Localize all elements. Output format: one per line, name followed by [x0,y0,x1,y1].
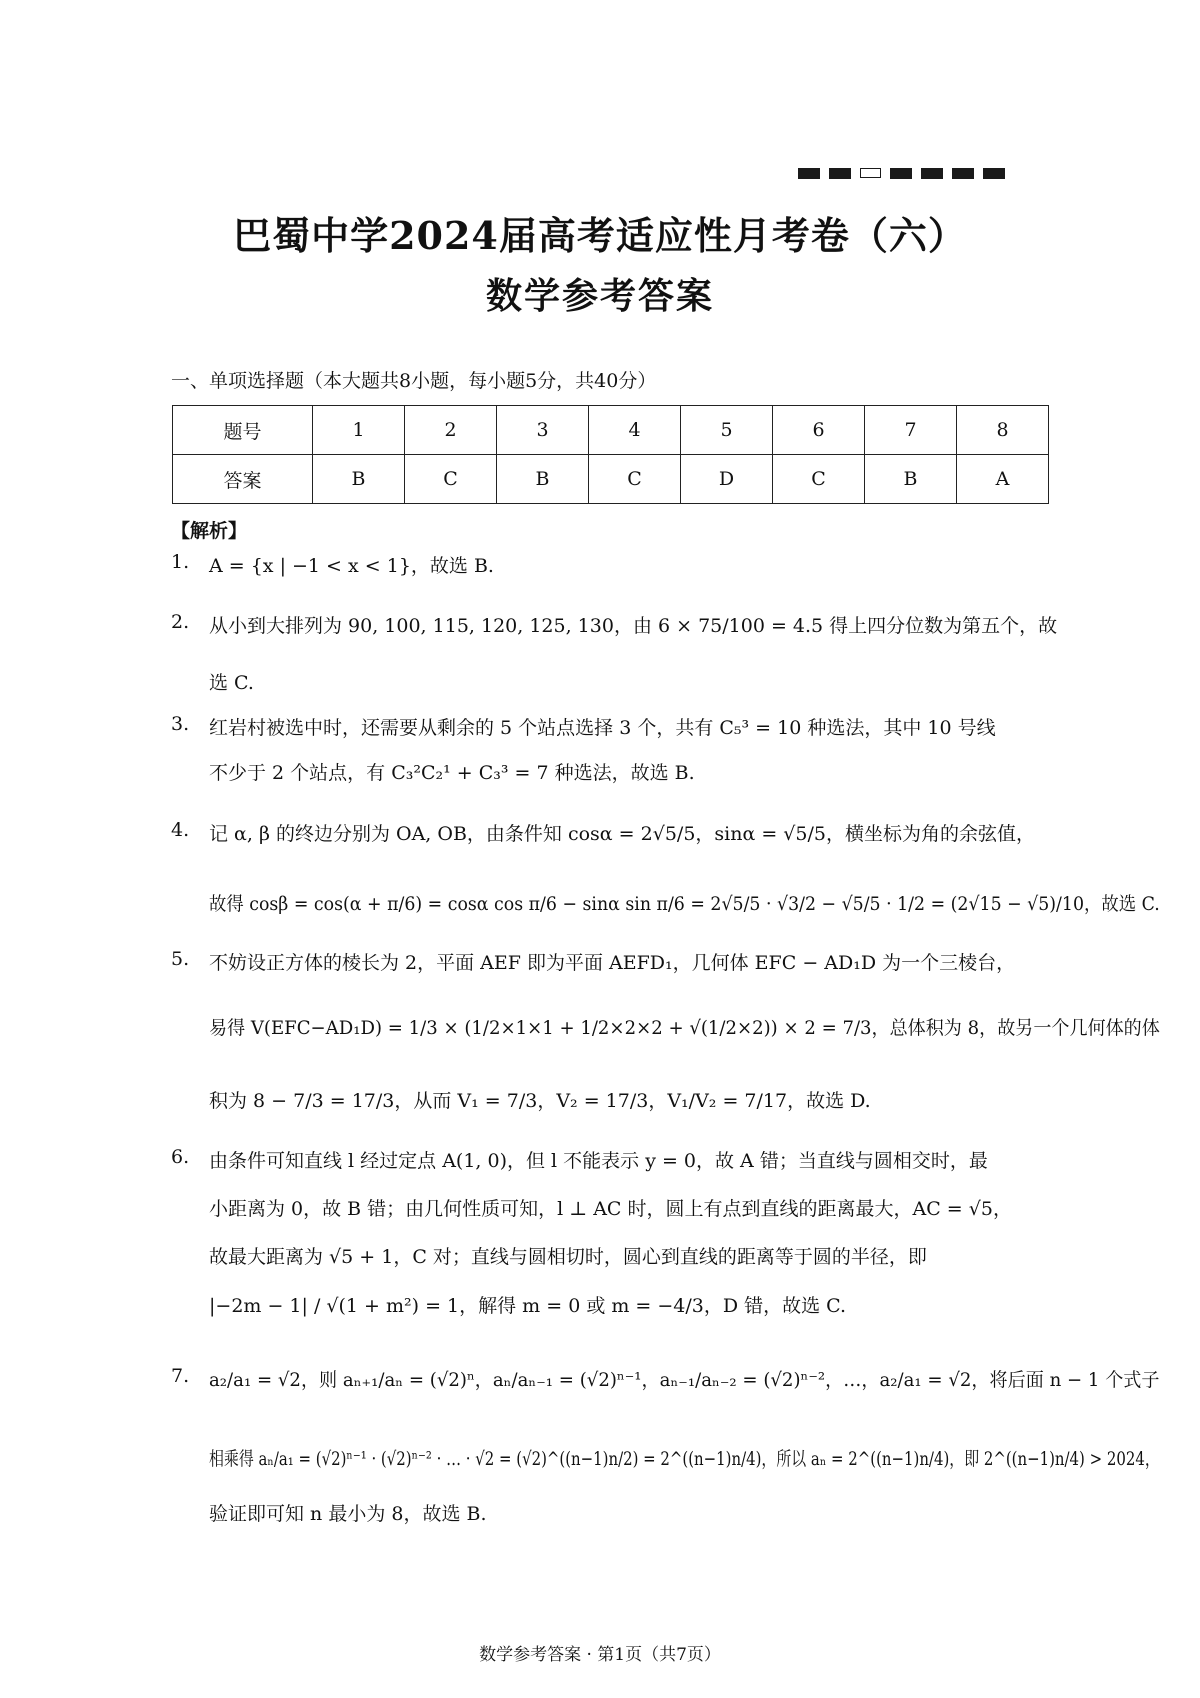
solution-line: 选 C. [209,672,254,694]
solution-line: 易得 V(EFC−AD₁D) = 1/3 × (1/2×1×1 + 1/2×2×2 + √(1/2×2)) × 2 = 7/3，总体积为 8，故另一个几何体的体 [209,1017,1160,1039]
solution-line: a₂/a₁ = √2，则 aₙ₊₁/aₙ = (√2)ⁿ，aₙ/aₙ₋₁ = (√2)ⁿ⁻¹，aₙ₋₁/aₙ₋₂ = (√2)ⁿ⁻²，…，a₂/a₁ = √2，将后面 n − 1 个式子 [209,1369,1160,1391]
question-number: 5 [681,406,773,455]
answer-cell: C [405,455,497,504]
header-mark [798,168,820,179]
solution-number: 4. [171,819,190,841]
solution-line: 相乘得 aₙ/a₁ = (√2)ⁿ⁻¹ · (√2)ⁿ⁻² · … · √2 = (√2)^((n−1)n/2) = 2^((n−1)n/4)，所以 aₙ = 2^((n−1)n/4)，即 2^((n−1)n/4) > 2024， [209,1448,1160,1470]
header-mark [952,168,974,179]
question-number: 7 [865,406,957,455]
document-title: 巴蜀中学2024届高考适应性月考卷（六） [233,213,967,258]
solution-line: 故最大距离为 √5 + 1，C 对；直线与圆相切时，圆心到直线的距离等于圆的半径，即 [209,1246,927,1268]
solution-line: 记 α, β 的终边分别为 OA, OB，由条件知 cosα = 2√5/5，sinα = √5/5，横坐标为角的余弦值， [209,823,1035,845]
solution-line: 从小到大排列为 90, 100, 115, 120, 125, 130，由 6 × 75/100 = 4.5 得上四分位数为第五个，故 [209,615,1058,637]
solution-line: 由条件可知直线 l 经过定点 A(1, 0)，但 l 不能表示 y = 0，故 A 错；当直线与圆相交时，最 [209,1150,988,1172]
solution-line: 不妨设正方体的棱长为 2，平面 AEF 即为平面 AEFD₁，几何体 EFC − AD₁D 为一个三棱台， [209,952,1016,974]
question-number: 1 [313,406,405,455]
section-heading: 一、单项选择题（本大题共8小题，每小题5分，共40分） [171,370,657,392]
answer-cell: C [589,455,681,504]
solution-line: 验证即可知 n 最小为 8，故选 B. [209,1503,487,1525]
header-mark [860,168,881,178]
answer-cell: B [497,455,589,504]
answer-cell: B [313,455,405,504]
question-number: 8 [957,406,1049,455]
table-row [173,406,1049,455]
row-label: 题号 [173,406,313,455]
solution-line: |−2m − 1| / √(1 + m²) = 1，解得 m = 0 或 m = −4/3，D 错，故选 C. [209,1295,847,1317]
question-number: 3 [497,406,589,455]
header-mark [829,168,851,179]
answer-cell: C [773,455,865,504]
solution-number: 5. [171,948,190,970]
page-footer: 数学参考答案 · 第1页（共7页） [479,1645,721,1665]
solution-number: 3. [171,713,190,735]
solution-line: A = {x | −1 < x < 1}，故选 B. [209,555,494,577]
header-mark [921,168,943,179]
answer-table [172,405,1049,504]
solution-number: 2. [171,611,190,633]
header-mark [890,168,912,179]
solution-line: 小距离为 0，故 B 错；由几何性质可知，l ⊥ AC 时，圆上有点到直线的距离最大，AC = √5， [209,1198,1012,1220]
solution-number: 1. [171,551,190,573]
solution-line: 积为 8 − 7/3 = 17/3，从而 V₁ = 7/3，V₂ = 17/3，V₁/V₂ = 7/17，故选 D. [209,1090,871,1112]
answer-cell: D [681,455,773,504]
table-row [173,455,1049,504]
question-number: 4 [589,406,681,455]
document-subtitle: 数学参考答案 [485,275,714,317]
solution-line: 不少于 2 个站点，有 C₃²C₂¹ + C₃³ = 7 种选法，故选 B. [209,762,695,784]
question-number: 6 [773,406,865,455]
answer-cell: A [957,455,1049,504]
solution-line: 故得 cosβ = cos(α + π/6) = cosα cos π/6 − sinα sin π/6 = 2√5/5 · √3/2 − √5/5 · 1/2 = (2√15 − √5)/10，故选 C. [209,893,1160,915]
header-marks [798,168,1005,179]
header-mark [983,168,1005,179]
analysis-heading: 【解析】 [171,520,248,542]
question-number: 2 [405,406,497,455]
solution-line: 红岩村被选中时，还需要从剩余的 5 个站点选择 3 个，共有 C₅³ = 10 种选法，其中 10 号线 [209,717,996,739]
solution-number: 6. [171,1146,190,1168]
solution-number: 7. [171,1365,190,1387]
answer-cell: B [865,455,957,504]
row-label: 答案 [173,455,313,504]
